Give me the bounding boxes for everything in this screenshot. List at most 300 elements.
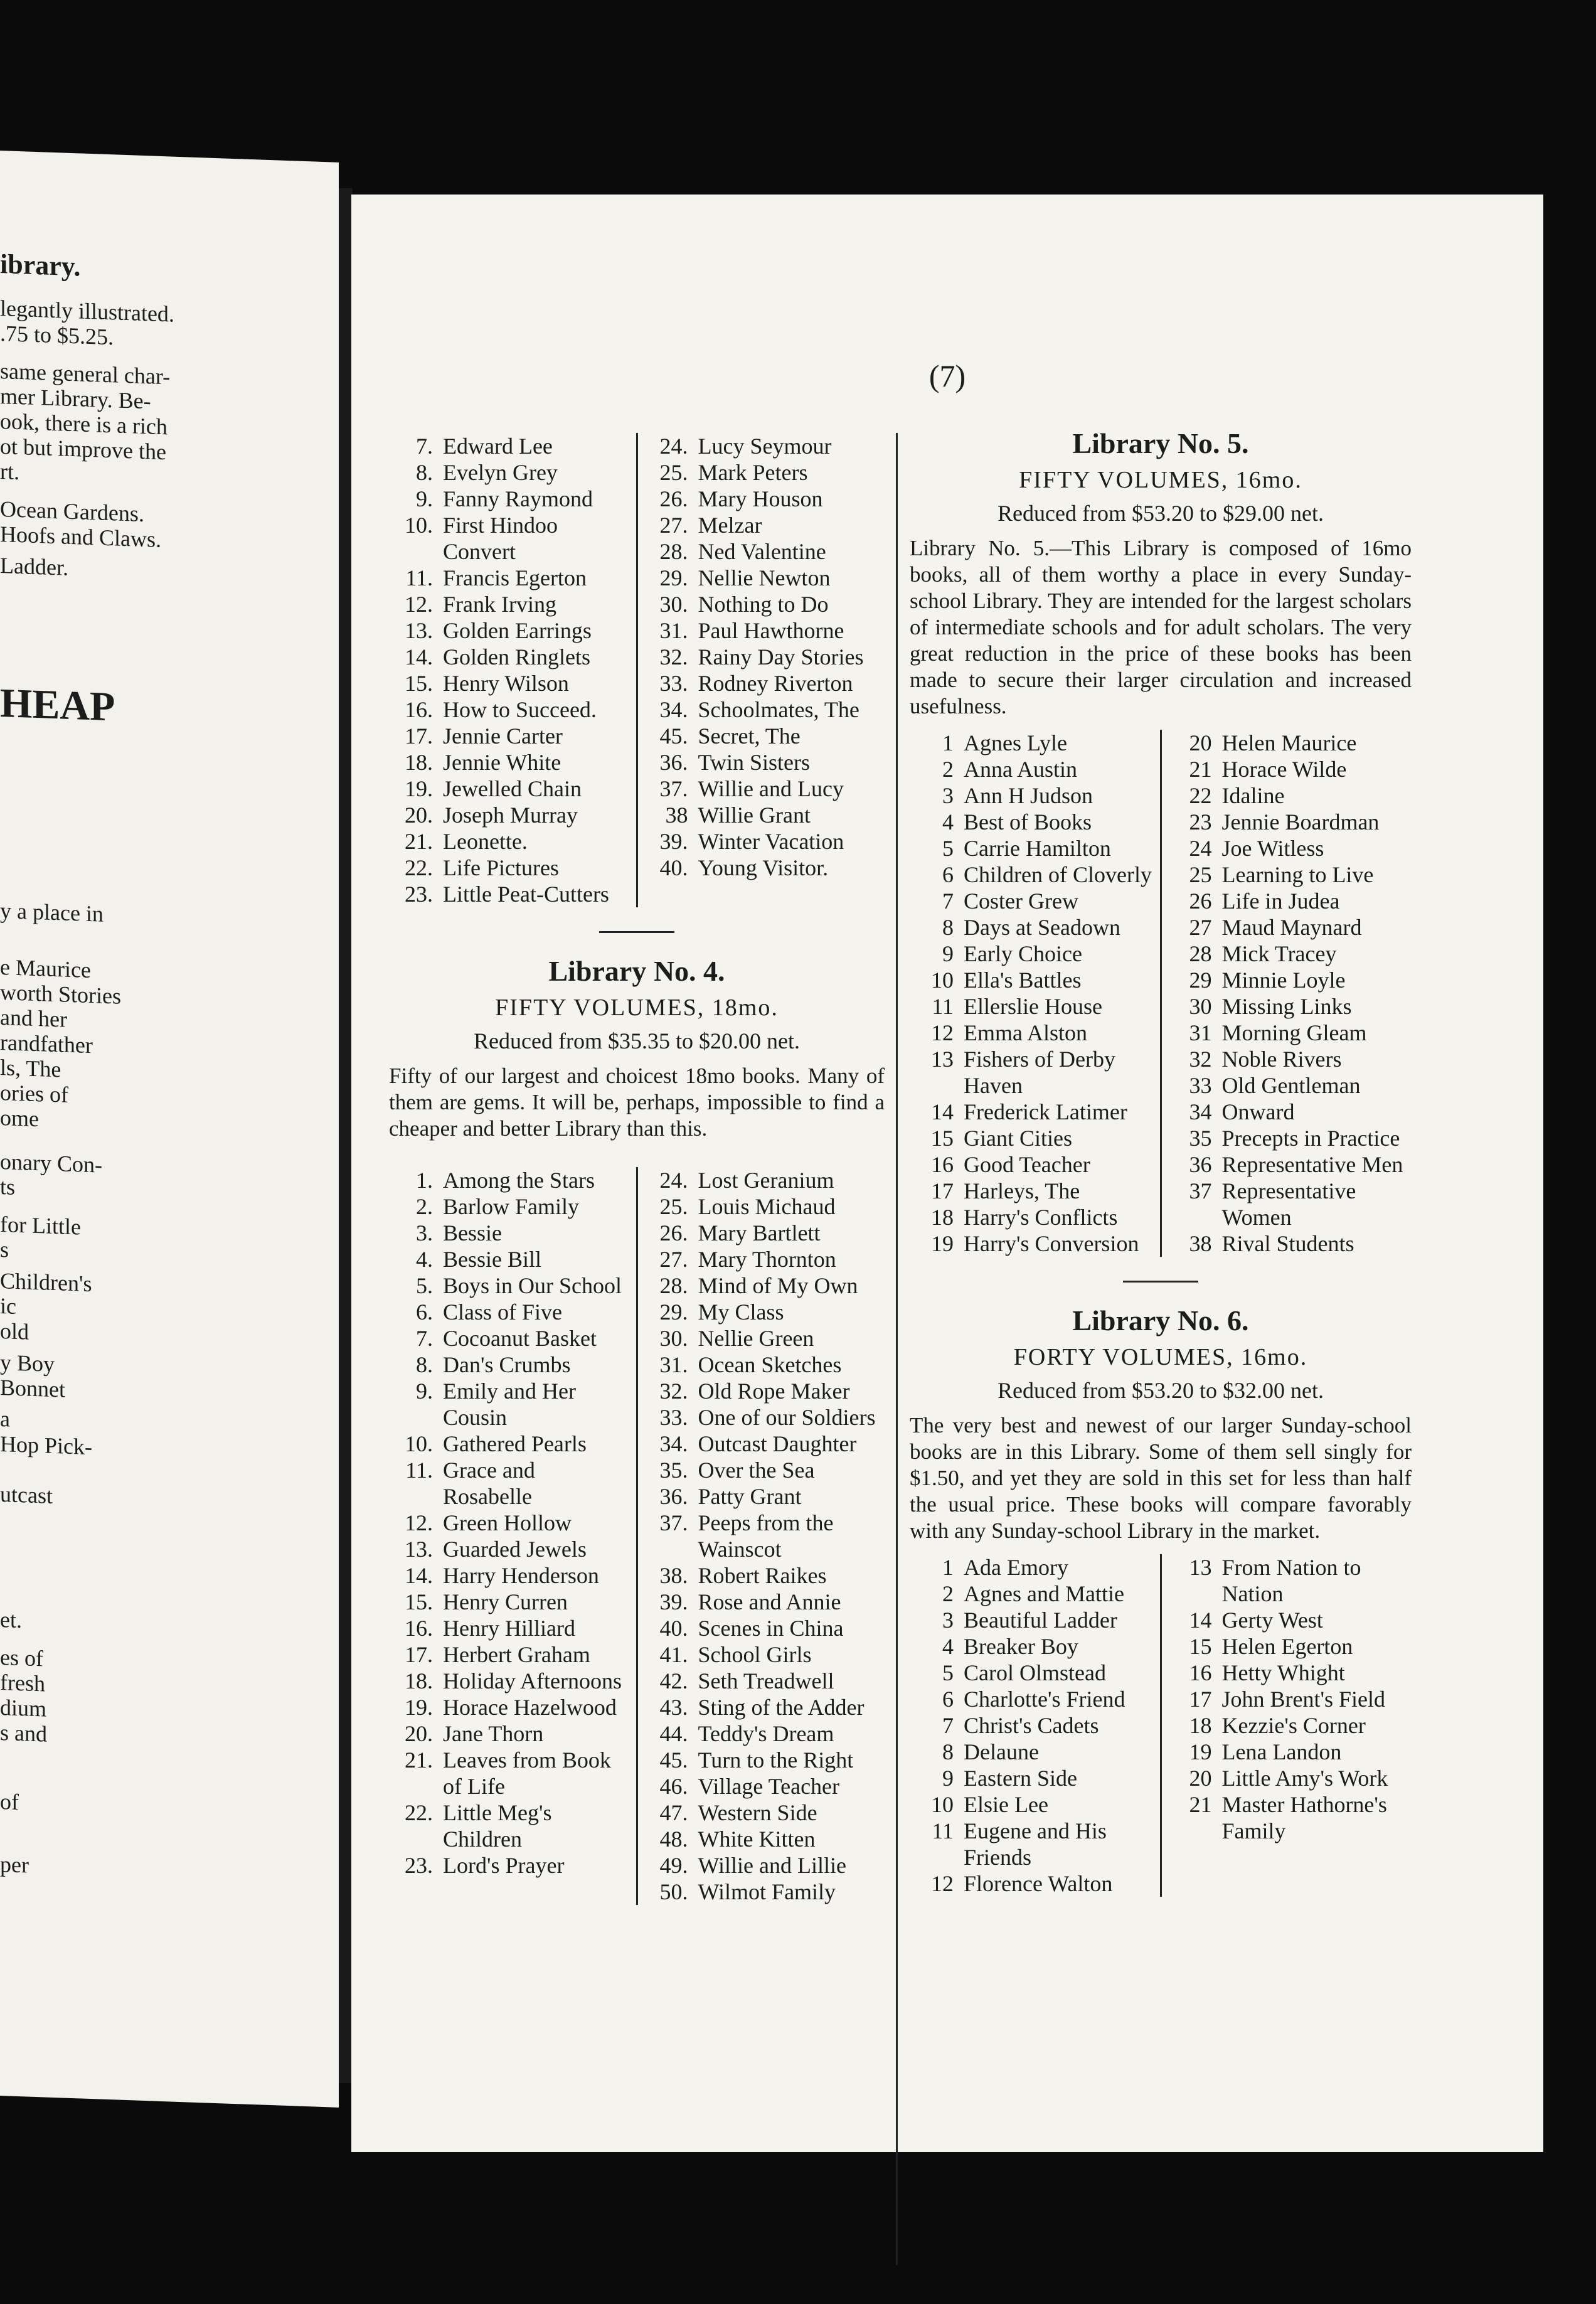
book-number: 31.: [659, 618, 688, 643]
book-number: 20: [1189, 1766, 1212, 1791]
book-title: Nothing to Do: [698, 592, 829, 617]
book-number: 12: [931, 1020, 954, 1045]
book-number: 24.: [659, 434, 688, 459]
book-title: Agnes Lyle: [964, 730, 1067, 755]
left-page-fragment: a: [0, 1406, 10, 1432]
book-entry: [644, 1562, 885, 1589]
left-page-fragment: ts: [0, 1174, 16, 1200]
book-title: Dan's Crumbs: [443, 1352, 571, 1377]
book-entry: [910, 941, 1154, 967]
book-entry: [1168, 993, 1412, 1020]
book-title: Early Choice: [964, 941, 1082, 966]
left-page-fragment: old: [0, 1318, 29, 1345]
book-number: 19: [931, 1231, 954, 1256]
book-title: Cocoanut Basket: [443, 1326, 597, 1351]
book-title: Agnes and Mattie: [964, 1581, 1124, 1606]
page-number: (7): [928, 358, 966, 393]
book-number: 15.: [405, 1589, 433, 1614]
book-title: Scenes in China: [698, 1616, 844, 1641]
book-number: 17: [1189, 1687, 1212, 1712]
book-title: Rainy Day Stories: [698, 644, 864, 669]
book-entry: [910, 1818, 1154, 1870]
book-title: How to Succeed.: [443, 697, 597, 722]
book-number: 38: [665, 803, 688, 828]
book-number: 9: [942, 941, 954, 966]
book-entry: [1168, 1739, 1412, 1765]
book-entry: [389, 1193, 630, 1220]
book-number: 19.: [405, 776, 433, 801]
left-page: [0, 151, 339, 2108]
book-title: Beautiful Ladder: [964, 1608, 1117, 1633]
book-title: Minnie Loyle: [1221, 968, 1346, 993]
book-entry: [644, 1615, 885, 1641]
library-4-price: Reduced from $35.35 to $20.00 net.: [474, 1028, 800, 1053]
book-title: Turn to the Right: [698, 1747, 854, 1773]
book-number: 20.: [405, 803, 433, 828]
book-entry: [389, 776, 630, 802]
book-title: Twin Sisters: [698, 750, 810, 775]
left-page-fragment: .75 to $5.25.: [0, 321, 114, 350]
book-number: 25.: [659, 1194, 688, 1219]
book-title: Leonette.: [443, 829, 528, 854]
book-entry: [389, 802, 630, 828]
book-entry: [1168, 782, 1412, 809]
book-number: 12: [931, 1871, 954, 1896]
book-title: Herbert Graham: [443, 1642, 590, 1667]
left-page-fragment: same general char-: [0, 358, 171, 390]
book-entry: [910, 1554, 1154, 1581]
book-number: 50.: [659, 1879, 688, 1904]
book-entry: [910, 1581, 1154, 1607]
left-page-fragment: fresh: [0, 1670, 45, 1697]
book-entry: [1168, 1046, 1412, 1072]
book-title: Little Meg's Children: [443, 1800, 552, 1852]
book-title: Coster Grew: [964, 888, 1078, 914]
book-title: Noble Rivers: [1221, 1047, 1342, 1072]
book-entry: [910, 1151, 1154, 1178]
column-divider: [896, 433, 898, 2265]
book-number: 10: [931, 1792, 954, 1817]
book-number: 38: [1189, 1231, 1212, 1256]
book-title: Mary Houson: [698, 486, 823, 511]
book-number: 11.: [405, 1458, 433, 1483]
library-6-list-right: [1162, 1554, 1412, 1897]
book-entry: [910, 1686, 1154, 1712]
book-number: 2: [942, 1581, 954, 1606]
library-4-description: Fifty of our largest and choicest 18mo books. Many of them are gems. It will be, perhaps, impossible to find a cheaper and better Library than this.: [389, 1064, 885, 1141]
book-number: 32: [1189, 1047, 1212, 1072]
book-entry: [644, 1879, 885, 1905]
book-number: 48.: [659, 1827, 688, 1852]
book-entry: [389, 1536, 630, 1562]
book-number: 20: [1189, 730, 1212, 755]
book-number: 33.: [659, 671, 688, 696]
book-entry: [910, 1739, 1154, 1765]
book-entry: [910, 1765, 1154, 1791]
book-entry: [389, 1299, 630, 1325]
book-title: Secret, The: [698, 723, 801, 749]
book-title: My Class: [698, 1299, 784, 1325]
book-number: 4: [942, 809, 954, 835]
book-entry: [910, 861, 1154, 888]
book-title: Western Side: [698, 1800, 817, 1825]
book-entry: [644, 776, 885, 802]
book-entry: [910, 888, 1154, 914]
book-entry: [644, 1668, 885, 1694]
book-entry: [910, 1178, 1154, 1204]
library-4-list: [389, 1167, 885, 1905]
book-title: Teddy's Dream: [698, 1721, 834, 1746]
book-title: Village Teacher: [698, 1774, 840, 1799]
book-title: Kezzie's Corner: [1221, 1713, 1366, 1738]
book-title: John Brent's Field: [1221, 1687, 1385, 1712]
library-5-price: Reduced from $53.20 to $29.00 net.: [998, 501, 1324, 526]
book-entry: [389, 1325, 630, 1352]
book-entry: [389, 1800, 630, 1852]
book-title: Little Amy's Work: [1221, 1766, 1388, 1791]
book-number: 6: [942, 862, 954, 887]
book-number: 16.: [405, 697, 433, 722]
book-title: Among the Stars: [443, 1168, 595, 1193]
book-number: 31.: [659, 1352, 688, 1377]
book-entry: [644, 1694, 885, 1720]
book-number: 8.: [416, 1352, 433, 1377]
book-entry: [644, 1773, 885, 1800]
book-title: Gathered Pearls: [443, 1431, 587, 1456]
book-title: Louis Michaud: [698, 1194, 836, 1219]
book-entry: [389, 723, 630, 749]
book-entry: [910, 914, 1154, 941]
left-page-fragment: e Maurice: [0, 954, 91, 983]
book-title: Outcast Daughter: [698, 1431, 857, 1456]
book-title: Ned Valentine: [698, 539, 826, 564]
book-title: Willie and Lillie: [698, 1853, 846, 1878]
book-title: Jennie Carter: [443, 723, 563, 749]
book-title: Edward Lee: [443, 434, 553, 459]
book-number: 32.: [659, 644, 688, 669]
book-title: Helen Maurice: [1221, 730, 1357, 755]
library-6-list: [910, 1554, 1412, 1897]
book-title: Bessie Bill: [443, 1247, 542, 1272]
book-entry: [644, 1325, 885, 1352]
book-number: 18.: [405, 750, 433, 775]
book-number: 14: [1189, 1608, 1212, 1633]
book-title: Anna Austin: [964, 757, 1078, 782]
book-number: 23.: [405, 1853, 433, 1878]
book-title: Carrie Hamilton: [964, 836, 1111, 861]
book-entry: [910, 1046, 1154, 1099]
book-number: 23: [1189, 809, 1212, 835]
library-5-title: Library No. 5.: [1072, 427, 1249, 459]
book-entry: [1168, 809, 1412, 835]
book-number: 33: [1189, 1073, 1212, 1098]
library-5-list: [910, 730, 1412, 1257]
book-title: Bessie: [443, 1220, 502, 1245]
book-entry: [1168, 1660, 1412, 1686]
book-title: Willie and Lucy: [698, 776, 844, 801]
book-number: 19.: [405, 1695, 433, 1720]
book-number: 12.: [405, 592, 433, 617]
library-5-list-left: [910, 730, 1162, 1257]
book-title: One of our Soldiers: [698, 1405, 876, 1430]
book-title: Days at Seadown: [964, 915, 1120, 940]
book-number: 3: [942, 783, 954, 808]
book-entry: [389, 749, 630, 776]
book-title: Lucy Seymour: [698, 434, 832, 459]
library-4-list-right: [638, 1167, 885, 1905]
book-number: 37: [1189, 1178, 1212, 1203]
book-entry: [389, 670, 630, 696]
book-number: 5: [942, 1660, 954, 1685]
book-title: Young Visitor.: [698, 855, 829, 880]
book-number: 39.: [659, 829, 688, 854]
library-4-title: Library No. 4.: [548, 955, 725, 987]
book-title: Children of Cloverly: [964, 862, 1152, 887]
book-title: Willie Grant: [698, 803, 811, 828]
book-title: Old Gentleman: [1221, 1073, 1361, 1098]
book-number: 45.: [659, 723, 688, 749]
book-entry: [389, 433, 630, 459]
book-entry: [1168, 1607, 1412, 1633]
book-number: 13.: [405, 618, 433, 643]
book-entry: [644, 696, 885, 723]
book-title: Melzar: [698, 513, 762, 538]
book-title: Emma Alston: [964, 1020, 1087, 1045]
book-number: 18.: [405, 1668, 433, 1693]
left-page-fragment: ibrary.: [0, 248, 81, 282]
book-entry: [644, 1800, 885, 1826]
book-title: Fishers of Derby Haven: [964, 1047, 1115, 1098]
book-number: 1: [942, 730, 954, 755]
book-entry: [389, 591, 630, 617]
book-entry: [910, 809, 1154, 835]
book-number: 28.: [659, 539, 688, 564]
book-title: Frank Irving: [443, 592, 556, 617]
book-title: Charlotte's Friend: [964, 1687, 1125, 1712]
book-number: 4.: [416, 1247, 433, 1272]
library-6-price: Reduced from $53.20 to $32.00 net.: [998, 1378, 1324, 1403]
library-4-subtitle: FIFTY VOLUMES, 18mo.: [495, 995, 779, 1021]
book-entry: [910, 1791, 1154, 1818]
book-title: Patty Grant: [698, 1484, 802, 1509]
column-left: [389, 433, 885, 1905]
book-title: Gerty West: [1221, 1608, 1323, 1633]
book-title: Over the Sea: [698, 1458, 815, 1483]
book-number: 16: [1189, 1660, 1212, 1685]
book-title: Hetty Whight: [1221, 1660, 1345, 1685]
book-entry: [1168, 1686, 1412, 1712]
book-entry: [644, 1404, 885, 1431]
book-number: 12.: [405, 1510, 433, 1535]
book-entry: [644, 1352, 885, 1378]
book-number: 3: [942, 1608, 954, 1633]
book-title: Idaline: [1221, 783, 1285, 808]
book-title: Representative Women: [1221, 1178, 1356, 1230]
book-number: 26.: [659, 1220, 688, 1245]
left-page-fragment: Ladder.: [0, 553, 68, 580]
book-number: 1.: [416, 1168, 433, 1193]
left-page-fragment: mer Library. Be-: [0, 383, 151, 414]
left-page-fragment: ook, there is a rich: [0, 408, 168, 440]
book-entry: [644, 1193, 885, 1220]
book-entry: [1168, 1765, 1412, 1791]
book-title: Boys in Our School: [443, 1273, 622, 1298]
book-entry: [1168, 1712, 1412, 1739]
library-5-subtitle: FIFTY VOLUMES, 16mo.: [1019, 467, 1302, 493]
book-entry: [644, 1272, 885, 1299]
book-entry: [910, 1099, 1154, 1125]
left-page-fragment: ories of: [0, 1080, 68, 1107]
book-entry: [910, 1660, 1154, 1686]
book-number: 7.: [416, 434, 433, 459]
book-title: Breaker Boy: [964, 1634, 1078, 1659]
book-title: Lord's Prayer: [443, 1853, 565, 1878]
left-page-fragment: randfather: [0, 1030, 93, 1059]
book-number: 2: [942, 757, 954, 782]
book-number: 6.: [416, 1299, 433, 1325]
book-entry: [644, 749, 885, 776]
book-entry: [389, 617, 630, 644]
book-entry: [1168, 914, 1412, 941]
left-page-fragment: onary Con-: [0, 1149, 102, 1178]
book-entry: [389, 486, 630, 512]
book-entry: [389, 1352, 630, 1378]
book-number: 45.: [659, 1747, 688, 1773]
book-title: Maud Maynard: [1221, 915, 1362, 940]
book-title: Eugene and His Friends: [964, 1818, 1107, 1870]
book-number: 36: [1189, 1152, 1212, 1177]
book-entry: [644, 433, 885, 459]
book-title: Missing Links: [1221, 994, 1352, 1019]
book-entry: [644, 565, 885, 591]
book-title: Jennie White: [443, 750, 561, 775]
book-entry: [644, 1852, 885, 1879]
book-number: 43.: [659, 1695, 688, 1720]
left-page-fragment: per: [0, 1852, 29, 1878]
book-number: 36.: [659, 750, 688, 775]
book-entry: [389, 1589, 630, 1615]
book-title: Harry Henderson: [443, 1563, 599, 1588]
book-title: Harleys, The: [964, 1178, 1080, 1203]
book-entry: [389, 1378, 630, 1431]
book-title: Lena Landon: [1221, 1739, 1342, 1764]
book-title: Leaves from Book of Life: [443, 1747, 611, 1799]
book-entry: [644, 855, 885, 881]
library-6-subtitle: FORTY VOLUMES, 16mo.: [1013, 1344, 1308, 1370]
book-number: 40.: [659, 1616, 688, 1641]
book-title: Learning to Live: [1221, 862, 1374, 887]
book-number: 9.: [416, 486, 433, 511]
right-page: [351, 195, 1543, 2152]
book-number: 16.: [405, 1616, 433, 1641]
book-entry: [1168, 1230, 1412, 1257]
book-title: Ellerslie House: [964, 994, 1102, 1019]
book-entry: [1168, 941, 1412, 967]
book-number: 25.: [659, 460, 688, 485]
book-number: 29.: [659, 565, 688, 590]
book-entry: [644, 1299, 885, 1325]
book-title: Jennie Boardman: [1221, 809, 1380, 835]
left-page-fragment: Children's: [0, 1268, 92, 1297]
book-title: Mind of My Own: [698, 1273, 858, 1298]
book-number: 10.: [405, 513, 433, 538]
book-entry: [389, 1668, 630, 1694]
book-number: 28.: [659, 1273, 688, 1298]
book-entry: [1168, 1178, 1412, 1230]
library-3-list: [389, 433, 885, 907]
book-title: Winter Vacation: [698, 829, 844, 854]
book-number: 21.: [405, 829, 433, 854]
book-number: 8: [942, 915, 954, 940]
book-number: 4: [942, 1634, 954, 1659]
book-entry: [1168, 861, 1412, 888]
book-number: 34: [1189, 1099, 1212, 1124]
book-number: 21: [1189, 1792, 1212, 1817]
book-number: 21.: [405, 1747, 433, 1773]
book-entry: [389, 1220, 630, 1246]
book-title: White Kitten: [698, 1827, 816, 1852]
book-title: Harry's Conflicts: [964, 1205, 1118, 1230]
book-number: 39.: [659, 1589, 688, 1614]
book-entry: [910, 1607, 1154, 1633]
book-number: 17.: [405, 1642, 433, 1667]
book-title: Little Peat-Cutters: [443, 882, 609, 907]
book-number: 36.: [659, 1484, 688, 1509]
book-number: 29.: [659, 1299, 688, 1325]
left-page-fragment: dium: [0, 1695, 47, 1722]
left-page-fragment: HEAP: [0, 680, 115, 730]
left-page-fragment: ot but improve the: [0, 434, 166, 465]
left-page-fragment: y a place in: [0, 898, 104, 927]
book-number: 9: [942, 1766, 954, 1791]
book-entry: [644, 1167, 885, 1193]
book-entry: [644, 1510, 885, 1562]
left-page-fragment: Bonnet: [0, 1375, 65, 1402]
book-entry: [389, 1747, 630, 1800]
book-number: 27.: [659, 513, 688, 538]
book-number: 15.: [405, 671, 433, 696]
book-title: Horace Wilde: [1221, 757, 1347, 782]
book-title: Mark Peters: [698, 460, 808, 485]
book-title: Francis Egerton: [443, 565, 587, 590]
left-page-fragment: y Boy: [0, 1350, 55, 1377]
book-number: 49.: [659, 1853, 688, 1878]
left-page-fragment: legantly illustrated.: [0, 296, 174, 327]
book-number: 29: [1189, 968, 1212, 993]
book-title: Schoolmates, The: [698, 697, 859, 722]
book-entry: [644, 1457, 885, 1483]
book-number: 42.: [659, 1668, 688, 1693]
book-title: Evelyn Grey: [443, 460, 558, 485]
book-title: From Nation to Nation: [1221, 1555, 1361, 1606]
book-title: Barlow Family: [443, 1194, 579, 1219]
book-number: 37.: [659, 1510, 688, 1535]
book-title: Emily and Her Cousin: [443, 1379, 576, 1430]
book-title: Giant Cities: [964, 1126, 1072, 1151]
book-entry: [910, 756, 1154, 782]
library-3-list-right: [638, 433, 885, 907]
book-number: 13.: [405, 1537, 433, 1562]
book-entry: [644, 723, 885, 749]
book-title: Paul Hawthorne: [698, 618, 844, 643]
book-title: Eastern Side: [964, 1766, 1077, 1791]
book-entry: [910, 1125, 1154, 1151]
book-number: 13: [1189, 1555, 1212, 1580]
library-6-list-left: [910, 1554, 1162, 1897]
book-entry: [644, 1220, 885, 1246]
book-number: 11.: [405, 565, 433, 590]
book-title: Harry's Conversion: [964, 1231, 1139, 1256]
